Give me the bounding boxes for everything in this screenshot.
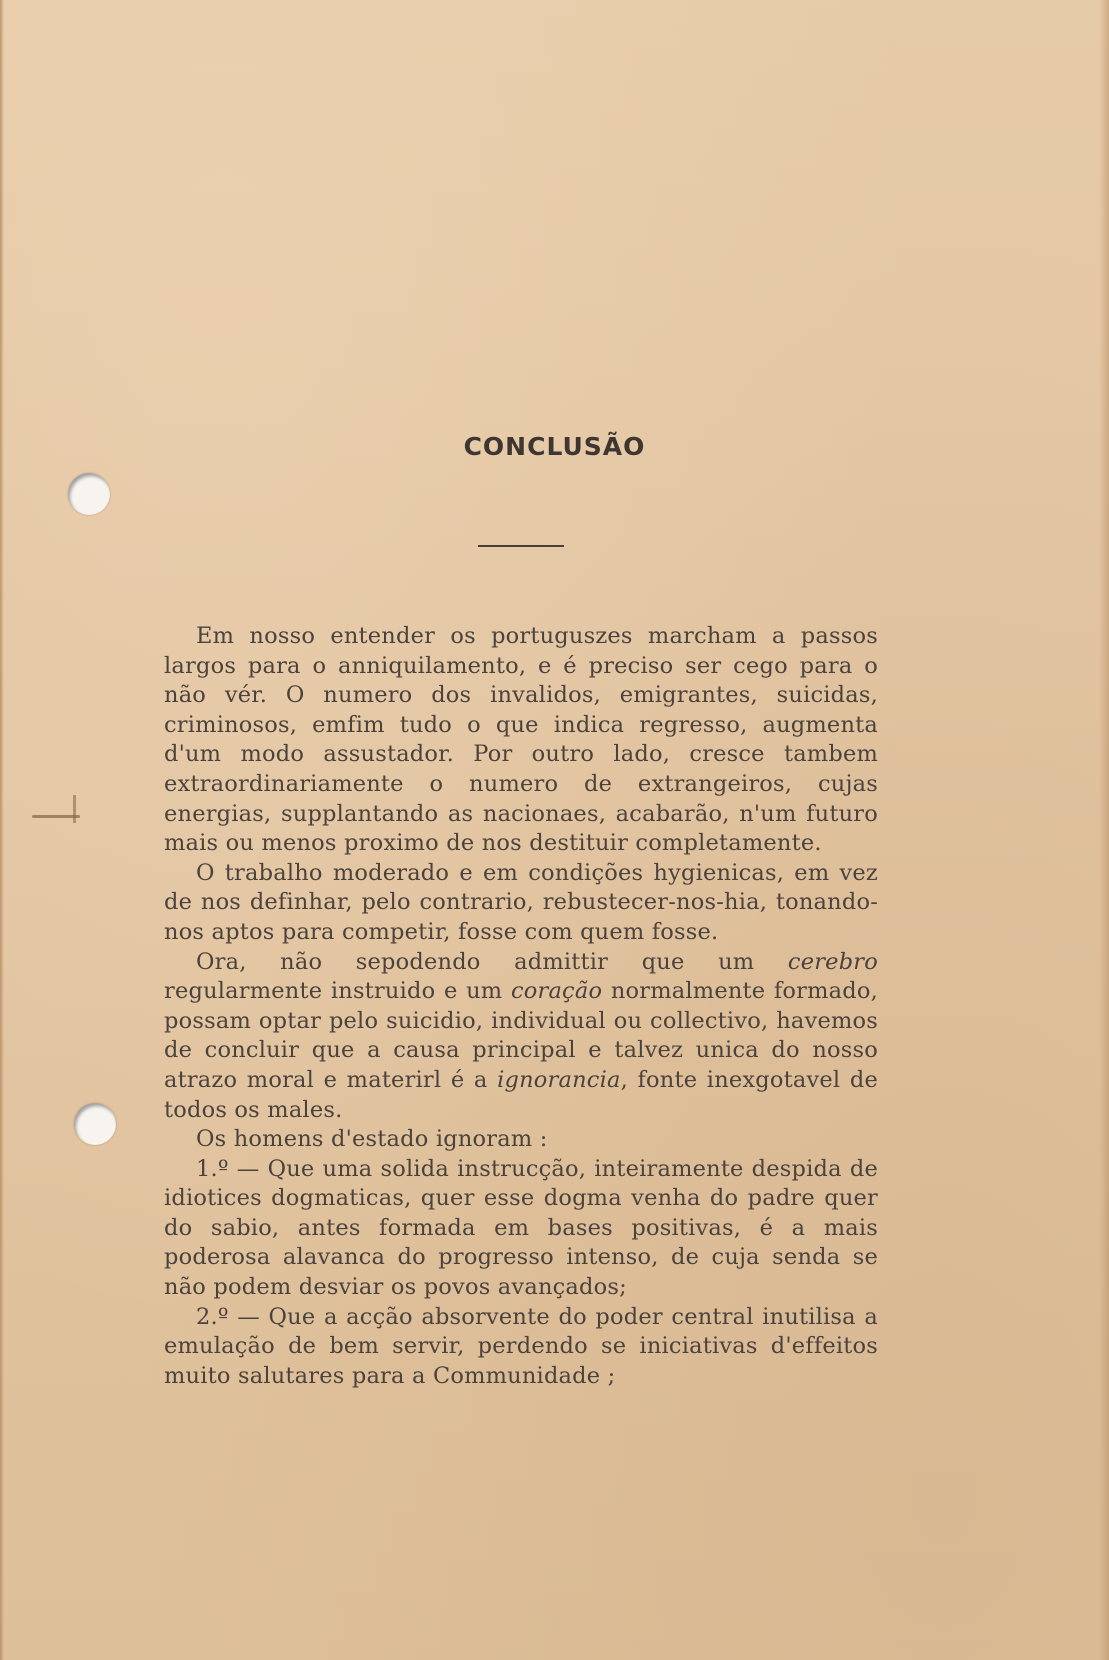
text-segment: Em nosso entender os portuguszes marcham a passos largos para o anniquilamento, e é preciso ser cego para o não vér. O numero dos invalidos, emigrantes, suicidas, criminosos, emfim tudo o que indica regresso, augmenta d'um modo assustador. Por outro lado, cresce tambem extraordinariamente o numero de extrangeiros, cujas energias, supplantando as nacionaes, acabarão, n'um futuro mais ou menos proximo de nos destituir completamente.	[164, 623, 878, 857]
text-segment: Ora, não sepodendo admittir que um	[196, 948, 788, 975]
punch-hole-bottom	[74, 1103, 116, 1145]
paragraph	[164, 1125, 878, 1155]
italic-term: coração	[510, 978, 603, 1005]
paragraph	[164, 622, 878, 859]
numbered-item	[164, 1303, 878, 1392]
chapter-title: CONCLUSÃO	[463, 432, 646, 461]
page-left-edge	[0, 0, 4, 1660]
page-right-edge	[1099, 0, 1109, 1660]
margin-tick	[73, 795, 76, 823]
title-divider	[478, 545, 564, 547]
text-segment: , fonte inexgotavel de todos os males.	[164, 1066, 878, 1123]
text-segment: O trabalho moderado e em condições hygienicas, em vez de nos definhar, pelo contrario, rebustecer-nos-hia, tonando-nos aptos para competir, fosse com quem fosse.	[164, 859, 878, 945]
numbered-item	[164, 1155, 878, 1303]
text-segment: Os homens d'estado ignoram :	[196, 1126, 548, 1153]
paragraph	[164, 948, 878, 1126]
text-segment: 1.º — Que uma solida instrucção, inteiramente despida de idiotices dogmaticas, quer esse dogma venha do padre quer do sabio, antes formada em bases positivas, é a mais poderosa alavanca do progresso intenso, de cuja senda se não podem desviar os povos avançados;	[164, 1155, 878, 1301]
text-segment: normalmente formado, possam optar pelo suicidio, individual ou collectivo, havemos de concluir que a causa principal e talvez unica do nosso atrazo moral e materirl é a	[164, 978, 878, 1093]
text-segment: regularmente instruido e um	[164, 978, 511, 1005]
italic-term: cerebro	[787, 948, 878, 975]
punch-hole-top	[68, 473, 110, 515]
body-text	[164, 622, 878, 1391]
italic-term: ignorancia	[497, 1066, 621, 1093]
text-segment: 2.º — Que a acção absorvente do poder central inutilisa a emulação de bem servir, perdendo se iniciativas d'effeitos muito salutares para a Communidade ;	[164, 1303, 878, 1389]
paragraph	[164, 859, 878, 948]
